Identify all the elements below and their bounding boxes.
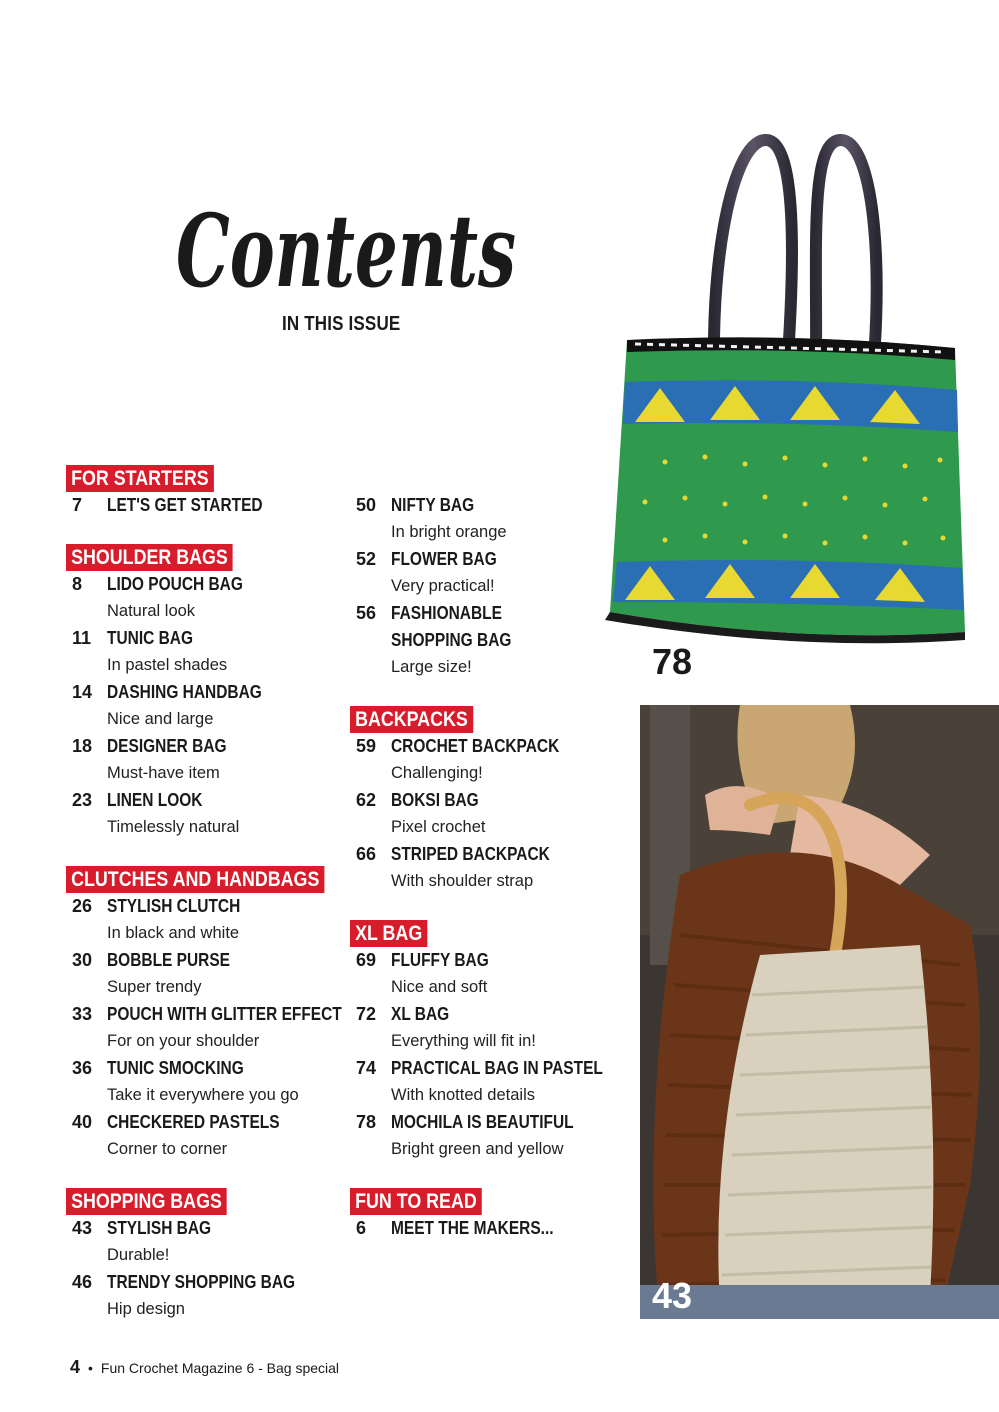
entry-title: DASHING HANDBAG xyxy=(107,682,262,702)
entry-page-number: 69 xyxy=(356,950,377,970)
contents-entry[interactable] xyxy=(66,492,346,519)
entry-subtitle: Large size! xyxy=(391,658,472,676)
entry-title: LIDO POUCH BAG xyxy=(107,574,243,594)
contents-entry[interactable] xyxy=(350,546,620,600)
contents-section xyxy=(66,465,346,519)
contents-entry[interactable] xyxy=(66,625,346,679)
entry-subtitle: Bright green and yellow xyxy=(391,1140,564,1158)
entry-title: POUCH WITH GLITTER EFFECT xyxy=(107,1004,342,1024)
entry-page-number: 72 xyxy=(356,1004,377,1024)
entry-page-number: 74 xyxy=(356,1058,377,1078)
contents-section xyxy=(66,866,346,1163)
contents-entry[interactable] xyxy=(350,600,620,681)
entry-page-number: 66 xyxy=(356,844,377,864)
contents-entry[interactable] xyxy=(66,571,346,625)
entry-title: FASHIONABLE xyxy=(391,603,502,623)
entry-subtitle: Very practical! xyxy=(391,577,495,595)
entry-subtitle: In bright orange xyxy=(391,523,507,541)
entry-page-number: 36 xyxy=(72,1058,93,1078)
entry-title: TUNIC SMOCKING xyxy=(107,1058,244,1078)
entry-title: FLOWER BAG xyxy=(391,549,497,569)
contents-subtitle: IN THIS ISSUE xyxy=(282,313,401,335)
contents-entry[interactable] xyxy=(350,1055,620,1109)
footer-magazine-title: Fun Crochet Magazine 6 - Bag special xyxy=(100,1360,340,1376)
contents-entry[interactable] xyxy=(66,733,346,787)
entry-subtitle: Corner to corner xyxy=(107,1140,228,1158)
entry-subtitle: Durable! xyxy=(107,1246,170,1264)
contents-section xyxy=(66,1188,346,1323)
contents-column-middle xyxy=(350,492,620,1267)
section-heading: CLUTCHES AND HANDBAGS xyxy=(66,866,324,893)
contents-entry[interactable] xyxy=(66,1001,346,1055)
entry-title: TRENDY SHOPPING BAG xyxy=(107,1272,296,1292)
contents-entry[interactable] xyxy=(66,893,346,947)
entry-subtitle: In black and white xyxy=(107,924,240,942)
entry-title: MEET THE MAKERS... xyxy=(391,1218,554,1238)
entry-subtitle: Nice and large xyxy=(107,710,214,728)
entry-subtitle: Nice and soft xyxy=(391,978,488,996)
entry-title: BOKSI BAG xyxy=(391,790,479,810)
contents-entry[interactable] xyxy=(350,841,620,895)
entry-subtitle: Super trendy xyxy=(107,978,202,996)
section-heading: SHOPPING BAGS xyxy=(66,1188,227,1215)
entry-title: LET'S GET STARTED xyxy=(107,495,263,515)
contents-entry[interactable] xyxy=(66,1269,346,1323)
entry-page-number: 46 xyxy=(72,1272,93,1292)
entry-subtitle: Take it everywhere you go xyxy=(107,1086,299,1104)
entry-page-number: 59 xyxy=(356,736,377,756)
middle-sections xyxy=(350,706,620,1242)
entry-title: LINEN LOOK xyxy=(107,790,203,810)
entry-title: STYLISH BAG xyxy=(107,1218,212,1238)
contents-entry[interactable] xyxy=(66,1215,346,1269)
entry-page-number: 78 xyxy=(356,1112,377,1132)
contents-section xyxy=(66,544,346,841)
photo-page-number-top: 78 xyxy=(652,641,693,682)
contents-entry[interactable] xyxy=(350,947,620,1001)
entry-title: FLUFFY BAG xyxy=(391,950,489,970)
entry-subtitle: Hip design xyxy=(107,1300,185,1318)
entry-subtitle: Challenging! xyxy=(391,764,483,782)
contents-entry[interactable] xyxy=(350,492,620,546)
entry-title: PRACTICAL BAG IN PASTEL xyxy=(391,1058,603,1078)
entry-subtitle: With knotted details xyxy=(391,1086,535,1104)
section-heading: XL BAG xyxy=(350,920,427,947)
entry-title: TUNIC BAG xyxy=(107,628,193,648)
contents-entry[interactable] xyxy=(66,679,346,733)
entry-title: CHECKERED PASTELS xyxy=(107,1112,280,1132)
entry-title: NIFTY BAG xyxy=(391,495,475,515)
entry-page-number: 26 xyxy=(72,896,93,916)
section-heading: SHOULDER BAGS xyxy=(66,544,233,571)
entry-page-number: 56 xyxy=(356,603,377,623)
entry-subtitle: With shoulder strap xyxy=(391,872,534,890)
contents-entry[interactable] xyxy=(66,1055,346,1109)
entry-title: MOCHILA IS BEAUTIFUL xyxy=(391,1112,574,1132)
contents-entry[interactable] xyxy=(66,787,346,841)
entry-subtitle: Pixel crochet xyxy=(391,818,486,836)
contents-section xyxy=(350,706,620,895)
entry-page-number: 6 xyxy=(356,1218,367,1238)
entry-page-number: 7 xyxy=(72,495,83,515)
entry-page-number: 18 xyxy=(72,736,93,756)
entry-title: DESIGNER BAG xyxy=(107,736,227,756)
entry-subtitle: Everything will fit in! xyxy=(391,1032,536,1050)
entry-subtitle: In pastel shades xyxy=(107,656,228,674)
entry-page-number: 11 xyxy=(72,628,92,648)
entry-page-number: 62 xyxy=(356,790,377,810)
photo-stylish-bag xyxy=(640,705,999,1319)
entry-subtitle: Natural look xyxy=(107,602,196,620)
entry-page-number: 14 xyxy=(72,682,93,702)
entry-page-number: 23 xyxy=(72,790,93,810)
contents-entry[interactable] xyxy=(350,1001,620,1055)
entry-page-number: 40 xyxy=(72,1112,93,1132)
entry-title: STYLISH CLUTCH xyxy=(107,896,241,916)
page-footer xyxy=(70,1357,339,1378)
contents-entry[interactable] xyxy=(350,1109,620,1163)
entry-title: XL BAG xyxy=(391,1004,450,1024)
entry-page-number: 8 xyxy=(72,574,83,594)
photo-page-number-bottom: 43 xyxy=(652,1275,693,1316)
entry-page-number: 52 xyxy=(356,549,377,569)
entry-page-number: 33 xyxy=(72,1004,93,1024)
section-heading: FOR STARTERS xyxy=(66,465,214,492)
entry-title: STRIPED BACKPACK xyxy=(391,844,550,864)
entry-page-number: 30 xyxy=(72,950,93,970)
entry-title-line2: SHOPPING BAG xyxy=(391,630,512,650)
contents-entry[interactable] xyxy=(66,1109,346,1163)
contents-section xyxy=(350,920,620,1163)
entry-page-number: 43 xyxy=(72,1218,93,1238)
contents-entry[interactable] xyxy=(350,787,620,841)
contents-entry[interactable] xyxy=(66,947,346,1001)
contents-entry[interactable] xyxy=(350,1215,620,1242)
entry-subtitle: Must-have item xyxy=(107,764,220,782)
footer-page-number: 4 xyxy=(70,1357,81,1377)
footer-bullet: • xyxy=(88,1360,93,1376)
photo-mochila-bag xyxy=(605,132,975,652)
entry-title: BOBBLE PURSE xyxy=(107,950,230,970)
entry-page-number: 50 xyxy=(356,495,377,515)
entry-subtitle: For on your shoulder xyxy=(107,1032,260,1050)
section-heading: BACKPACKS xyxy=(350,706,473,733)
contents-column-left xyxy=(66,465,346,1348)
entry-title: CROCHET BACKPACK xyxy=(391,736,560,756)
section-heading: FUN TO READ xyxy=(350,1188,482,1215)
contents-title xyxy=(170,178,530,328)
entry-subtitle: Timelessly natural xyxy=(107,818,240,836)
continued-section xyxy=(350,492,620,681)
contents-section xyxy=(350,1188,620,1242)
contents-entry[interactable] xyxy=(350,733,620,787)
svg-text:Contents: Contents xyxy=(176,192,516,310)
